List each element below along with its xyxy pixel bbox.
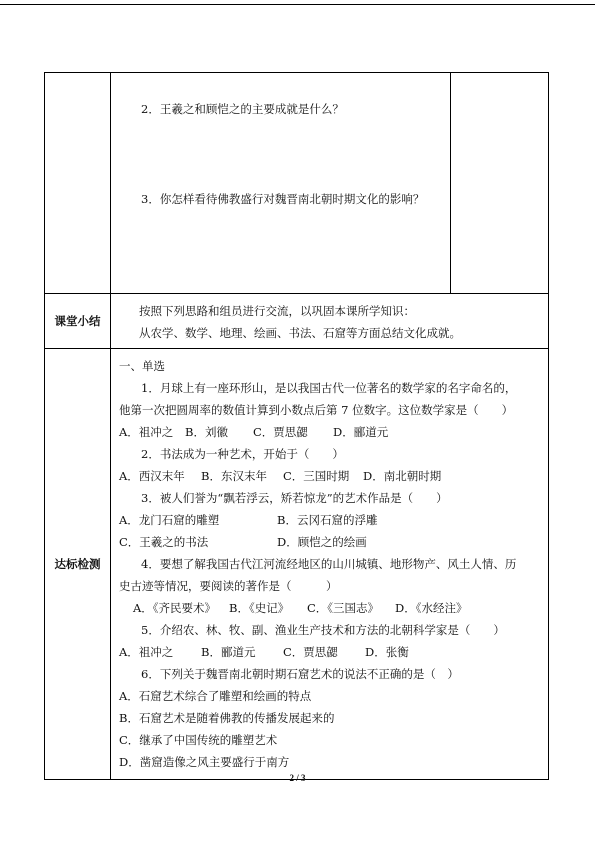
- question-2: 2．王羲之和顾恺之的主要成就是什么？: [141, 102, 344, 116]
- test-label: 达标检测: [45, 349, 111, 780]
- blank-label-cell: [45, 73, 111, 294]
- q4-option-b: B．《史记》: [229, 601, 290, 615]
- test-row: [45, 349, 549, 780]
- q5-option-c: C．贾思勰: [283, 645, 338, 659]
- q4-line-1: 4．要想了解我国古代江河流经地区的山川城镇、地形物产、风土人情、历: [141, 557, 517, 571]
- question-3: 3．你怎样看待佛教盛行对魏晋南北朝时期文化的影响？: [141, 192, 425, 206]
- summary-line-1: 按照下列思路和组员进行交流，以巩固本课所学知识：: [139, 304, 415, 318]
- q1-options: [119, 421, 542, 443]
- q4-line-2: 史古迹等情况，要阅读的著作是（ ）: [119, 579, 338, 593]
- q4-options: [119, 597, 542, 619]
- q4-option-d: D．《水经注》: [395, 601, 468, 615]
- q4-option-a: A．《齐民要术》: [133, 601, 217, 615]
- q1-line-1: 1．月球上有一座环形山，是以我国古代一位著名的数学家的名字命名的，: [141, 381, 517, 395]
- q6-option-c: C．继承了中国传统的雕塑艺术: [119, 733, 278, 747]
- q1-option-b: B．刘徽: [185, 425, 228, 439]
- summary-content: [111, 294, 549, 349]
- q1-line-2: 他第一次把圆周率的数值计算到小数点后第 7 位数字。这位数学家是（ ）: [119, 403, 514, 417]
- q5-option-d: D．张衡: [365, 645, 409, 659]
- q4-option-c: C．《三国志》: [307, 601, 380, 615]
- q6-option-b: B．石窟艺术是随着佛教的传播发展起来的: [119, 711, 335, 725]
- summary-row: [45, 294, 549, 349]
- header-rule: [0, 4, 595, 5]
- q3-option-d: D．顾恺之的绘画: [277, 535, 367, 549]
- q3-option-a: A．龙门石窟的雕塑: [119, 513, 220, 527]
- summary-label: 课堂小结: [45, 294, 111, 349]
- q3-option-c: C．王羲之的书法: [119, 535, 209, 549]
- q2-line: 2．书法成为一种艺术，开始于（ ）: [141, 447, 344, 461]
- q6-line: 6．下列关于魏晋南北朝时期石窟艺术的说法不正确的是（ ）: [141, 667, 459, 681]
- q5-option-b: B．郦道元: [201, 645, 256, 659]
- summary-line-2: 从农学、数学、地理、绘画、书法、石窟等方面总结文化成就。: [139, 326, 461, 340]
- lesson-table: [44, 72, 549, 780]
- q5-line: 5．介绍农、林、牧、副、渔业生产技术和方法的北朝科学家是（ ）: [141, 623, 505, 637]
- q5-option-a: A．祖冲之: [119, 645, 174, 659]
- q1-option-c: C．贾思勰: [253, 425, 308, 439]
- q2-option-a: A．西汉末年: [119, 469, 185, 483]
- section-title: 一、单选: [119, 359, 165, 373]
- q3-options-row-1: [119, 509, 542, 531]
- q3-options-row-2: [119, 531, 542, 553]
- q1-option-a: A．祖冲之: [119, 425, 174, 439]
- questions-row: [45, 73, 549, 294]
- q2-option-d: D．南北朝时期: [363, 469, 442, 483]
- q2-option-c: C．三国时期: [283, 469, 350, 483]
- q5-options: [119, 641, 542, 663]
- q3-line: 3．被人们誉为“飘若浮云，矫若惊龙”的艺术作品是（ ）: [141, 491, 448, 505]
- q1-option-d: D．郦道元: [333, 425, 389, 439]
- notes-cell: [451, 73, 549, 294]
- page-number: 2 / 3: [289, 773, 306, 783]
- q3-option-b: B．云冈石窟的浮雕: [277, 513, 378, 527]
- test-content: [111, 349, 549, 780]
- q6-option-a: A．石窟艺术综合了雕塑和绘画的特点: [119, 689, 312, 703]
- questions-cell: [111, 73, 451, 294]
- q2-options: [119, 465, 542, 487]
- q6-option-d: D．凿窟造像之风主要盛行于南方: [119, 755, 290, 769]
- q2-option-b: B．东汉末年: [201, 469, 267, 483]
